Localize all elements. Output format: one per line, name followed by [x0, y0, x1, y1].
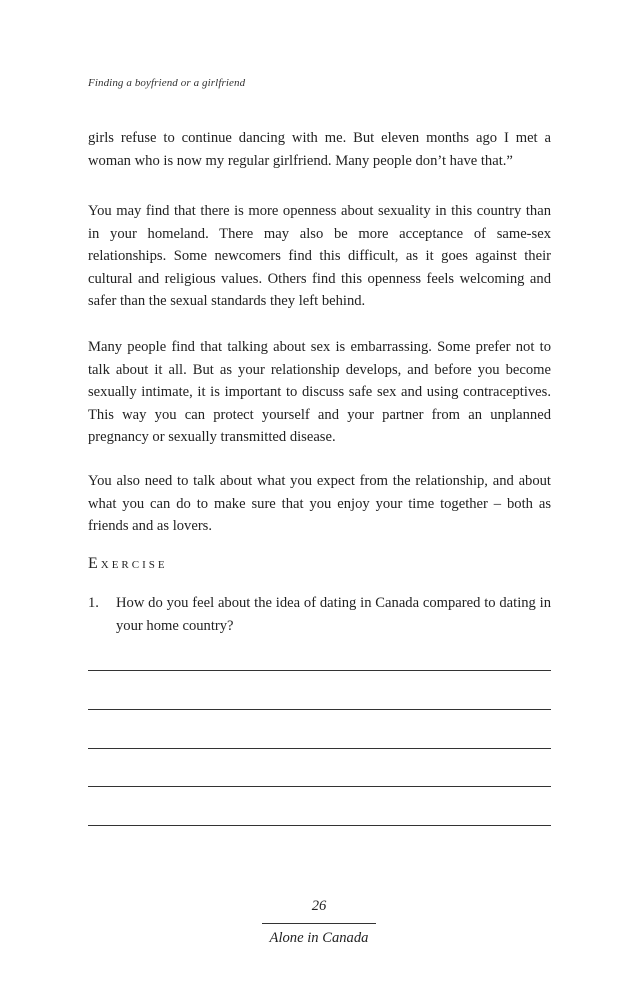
answer-line[interactable] [88, 748, 551, 749]
body-paragraph: girls refuse to continue dancing with me. But eleven months ago I met a woman who is now my regular girlfriend. Many people don’t have that.” [88, 130, 551, 169]
answer-line[interactable] [88, 825, 551, 826]
answer-line[interactable] [88, 670, 551, 671]
book-title: Alone in Canada [269, 930, 369, 946]
answer-line[interactable] [88, 786, 551, 787]
body-paragraph: You may find that there is more openness about sexuality in this country than in your homeland. There may also be more acceptance of same-sex relationships. Some newcomers find this difficult, as it goes against their cultural and religious values. Others find this openness feels welcoming and safer than the sexual standards they left behind. [88, 203, 551, 309]
answer-line[interactable] [88, 709, 551, 710]
question-text: How do you feel about the idea of dating in Canada compared to dating in your home country? [116, 595, 551, 634]
page-number: 26 [311, 898, 327, 914]
running-header: Finding a boyfriend or a girlfriend [88, 77, 246, 89]
exercise-heading: Exercise [88, 555, 168, 572]
body-paragraph: Many people find that talking about sex is embarrassing. Some prefer not to talk about it all. But as your relationship develops, and before you become sexually intimate, it is important to discuss safe sex and using contraceptives. This way you can protect yourself and your partner from an unplanned pregnancy or sexually transmitted disease. [88, 339, 551, 445]
question-number: 1. [88, 595, 99, 611]
body-paragraph: You also need to talk about what you expect from the relationship, and about what you can do to make sure that you enjoy your time together – both as friends and as lovers. [88, 473, 551, 534]
footer-divider [262, 923, 376, 924]
